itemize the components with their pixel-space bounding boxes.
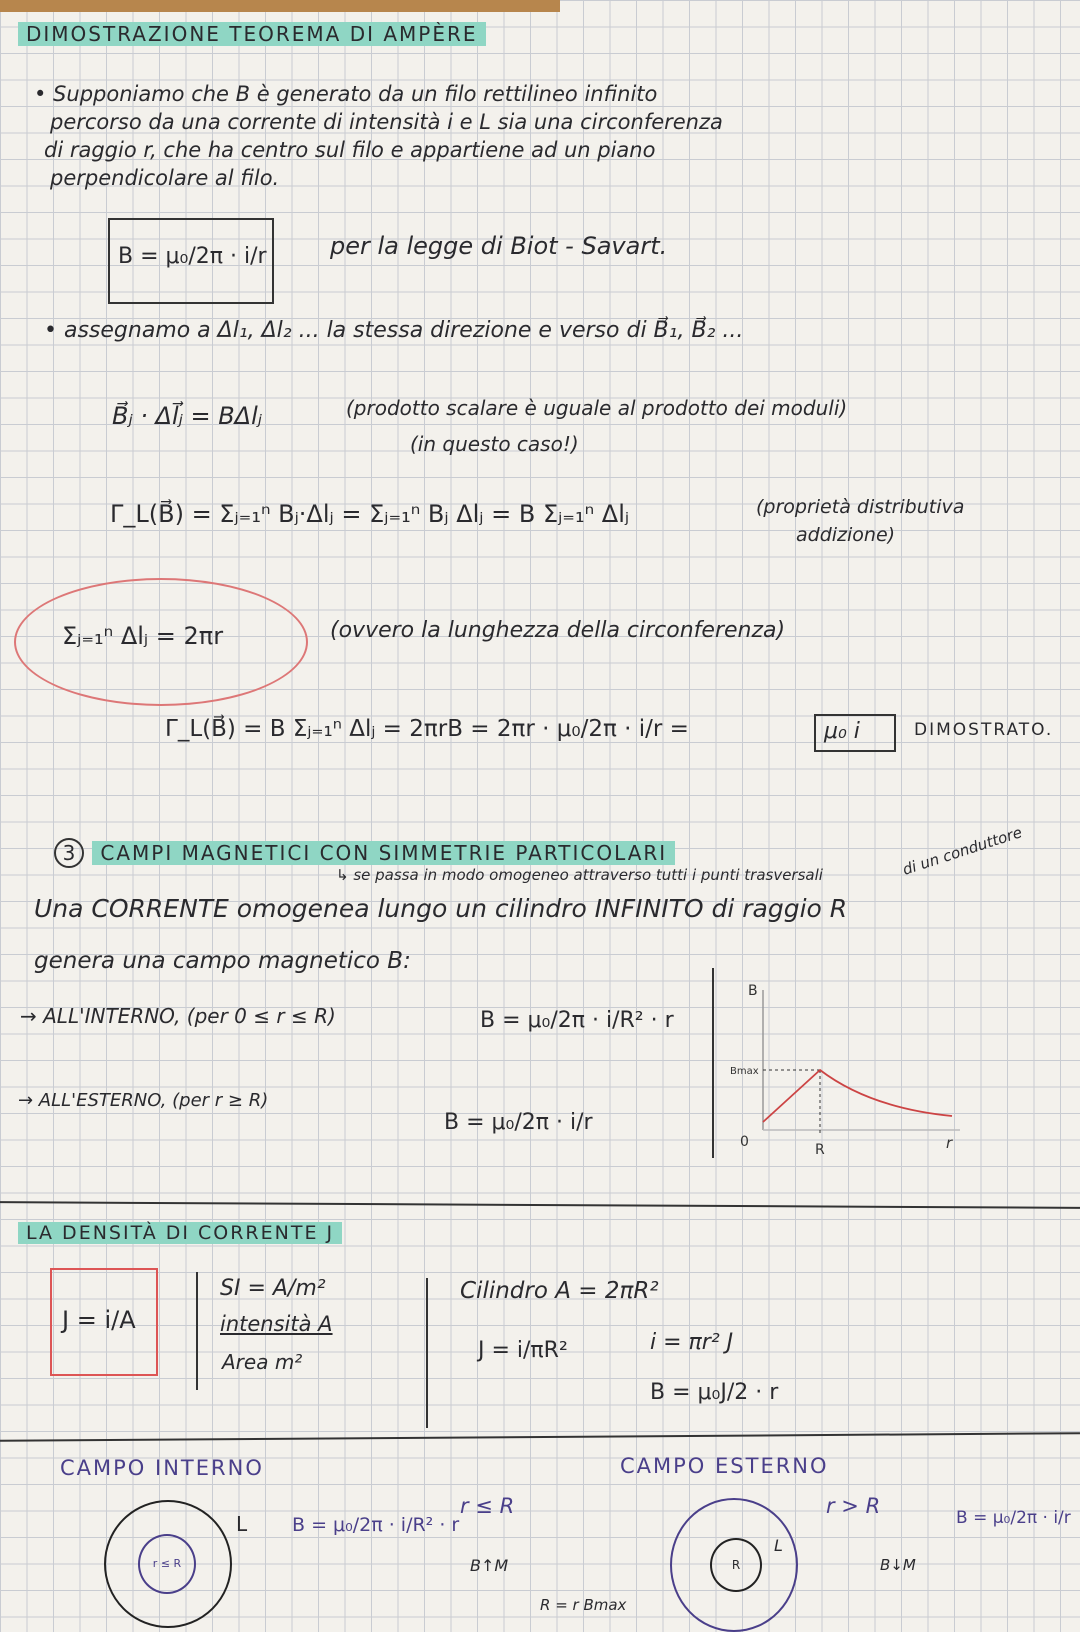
conductor-circle: R	[710, 1538, 762, 1592]
dot-note-case: (in questo caso!)	[410, 432, 579, 456]
proven-label: DIMOSTRATO.	[914, 720, 1054, 740]
biot-note: per la legge di Biot - Savart.	[330, 232, 668, 260]
sum-note: (ovvero la lunghezza della circonferenza)	[330, 618, 786, 643]
intro-line: percorso da una corrente di intensità i e L sia una circonferenza	[50, 110, 723, 134]
inner-loop: r ≤ R	[138, 1534, 196, 1594]
area-label: Area m²	[222, 1350, 303, 1374]
intro-line: di raggio r, che ha centro sul filo e appartiene ad un piano	[44, 138, 656, 162]
internal-note: B↑M	[470, 1556, 509, 1575]
external-field-title: CAMPO ESTERNO	[620, 1454, 829, 1478]
density-divider	[196, 1272, 198, 1390]
section3-line2: genera una campo magnetico B:	[34, 948, 411, 974]
amperian-loop-outer	[104, 1500, 232, 1628]
external-note: B↓M	[880, 1556, 916, 1574]
section3-heading	[54, 838, 675, 868]
internal-condition: r ≤ R	[460, 1494, 515, 1518]
j-formula: J = i/πR²	[478, 1338, 568, 1363]
density-divider-2	[426, 1278, 428, 1428]
bmax-label: Bmax	[730, 1066, 759, 1077]
side-note-2: di un conduttore	[900, 823, 1025, 879]
cylinder-area: Cilindro A = 2πR²	[460, 1278, 659, 1304]
internal-formula: B = μ₀/2π · i/R² · r	[292, 1514, 460, 1536]
graph-divider	[712, 968, 714, 1158]
dot-product-formula: B⃗ⱼ · Δl⃗ⱼ = BΔlⱼ	[112, 402, 262, 430]
density-heading	[18, 1222, 342, 1244]
outside-formula: B = μ₀/2π · i/r	[444, 1110, 593, 1135]
biot-formula: B = μ₀/2π · i/r	[118, 244, 267, 269]
amperian-loop-external	[670, 1498, 798, 1632]
page-edge	[0, 0, 560, 12]
assign-line: • assegnamo a Δl₁, Δl₂ ... la stessa direzione e verso di B⃗₁, B⃗₂ ...	[44, 318, 744, 343]
intro-line: perpendicolare al filo.	[50, 166, 280, 190]
outside-label: → ALL'ESTERNO, (per r ≥ R)	[18, 1090, 269, 1111]
loop-label: L	[236, 1512, 248, 1536]
section-number: 3	[54, 838, 84, 868]
title-text: DIMOSTRAZIONE TEOREMA DI AMPÈRE	[18, 22, 486, 46]
distributive-note: (proprietà distributiva	[756, 496, 965, 518]
i-formula: i = πr² J	[650, 1330, 734, 1355]
biot-formula-box	[108, 218, 274, 304]
divider-rule	[0, 1201, 1080, 1209]
result-value: μ₀ i	[824, 719, 860, 744]
origin-label: 0	[740, 1134, 749, 1150]
circulation-formula: Γ_L(B⃗) = Σⱼ₌₁ⁿ Bⱼ·Δlⱼ = Σⱼ₌₁ⁿ Bⱼ Δlⱼ = B Σⱼ₌₁ⁿ Δlⱼ	[110, 500, 630, 528]
external-formula: B = μ₀/2π · i/r	[956, 1508, 1071, 1528]
external-loop-label: L	[774, 1536, 783, 1555]
side-note: ↳ se passa in modo omogeneo attraverso tutti i punti trasversali	[336, 866, 823, 884]
external-condition: r > R	[826, 1494, 881, 1518]
b-curve	[763, 1070, 952, 1122]
final-equation: Γ_L(B⃗) = B Σⱼ₌₁ⁿ Δlⱼ = 2πrB = 2πr · μ₀/2π · i/r =	[165, 716, 689, 742]
b-vs-r-graph	[730, 970, 970, 1160]
r-tick-label: R	[815, 1142, 825, 1158]
page-title	[18, 22, 486, 46]
sum-length-formula: Σⱼ₌₁ⁿ Δlⱼ = 2πr	[62, 622, 224, 650]
divider-rule	[0, 1432, 1080, 1442]
bottom-note: R = r Bmax	[540, 1596, 627, 1614]
b-density-formula: B = μ₀J/2 · r	[650, 1380, 779, 1405]
inside-label: → ALL'INTERNO, (per 0 ≤ r ≤ R)	[20, 1004, 336, 1028]
density-formula: J = i/A	[62, 1306, 136, 1334]
density-formula-box	[50, 1268, 158, 1376]
density-title: LA DENSITÀ DI CORRENTE J	[18, 1222, 342, 1244]
internal-field-title: CAMPO INTERNO	[60, 1456, 264, 1480]
dot-note: (prodotto scalare è uguale al prodotto dei moduli)	[346, 396, 848, 420]
x-axis-label: r	[946, 1134, 953, 1152]
inside-formula: B = μ₀/2π · i/R² · r	[480, 1008, 674, 1033]
intro-line: • Supponiamo che B è generato da un filo rettilineo infinito	[34, 82, 658, 106]
result-box	[814, 714, 896, 752]
si-unit: SI = A/m²	[220, 1276, 326, 1301]
section3-title: CAMPI MAGNETICI CON SIMMETRIE PARTICOLARI	[92, 841, 675, 865]
intensity-label: intensità A	[220, 1312, 333, 1336]
section3-line1: Una CORRENTE omogenea lungo un cilindro INFINITO di raggio R	[34, 894, 848, 923]
distributive-note: addizione)	[796, 524, 896, 546]
y-axis-label: B	[748, 983, 758, 999]
